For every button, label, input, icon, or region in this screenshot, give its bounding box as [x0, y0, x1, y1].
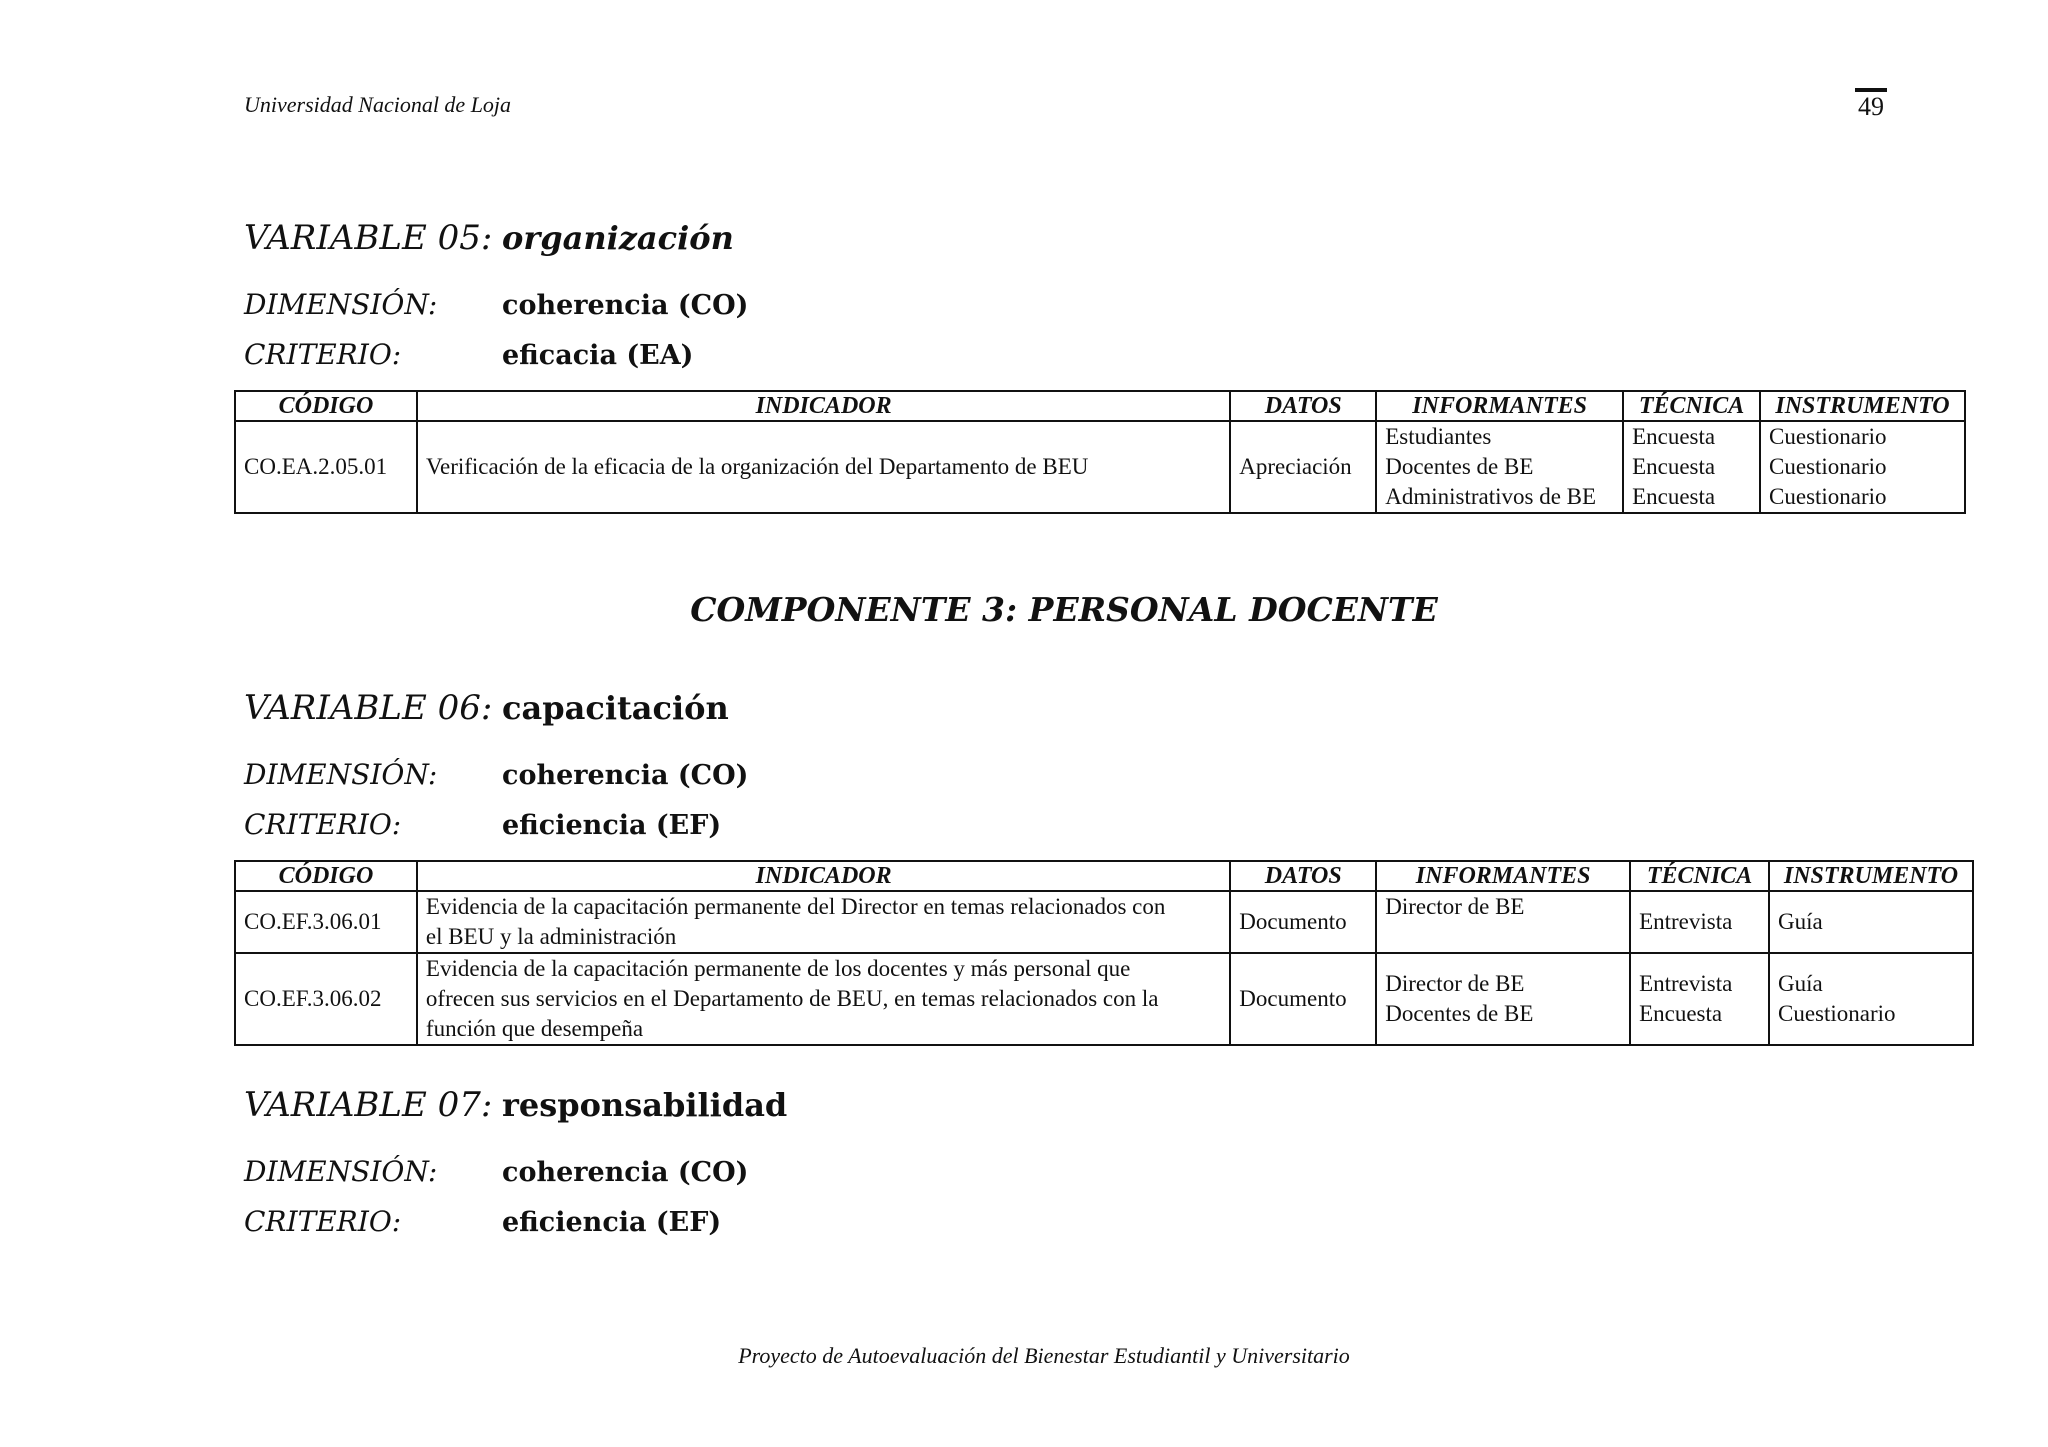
criterio-label: CRITERIO: [244, 1205, 402, 1238]
componente-title: COMPONENTE 3: PERSONAL DOCENTE [690, 590, 1438, 629]
col-header-codigo: CÓDIGO [235, 861, 417, 891]
informante: Director de BE [1385, 894, 1525, 919]
variable-07-heading [244, 1085, 787, 1125]
dimension-value: coherencia (CO) [502, 290, 749, 321]
dimension-value: coherencia (CO) [502, 1157, 749, 1188]
cell-instrumento: Guía [1769, 891, 1973, 953]
col-header-instrumento: INSTRUMENTO [1760, 391, 1965, 421]
tecnica: Entrevista [1639, 971, 1733, 996]
col-header-informantes: INFORMANTES [1376, 861, 1630, 891]
instrumento: Cuestionario [1769, 454, 1887, 479]
page-footer: Proyecto de Autoevaluación del Bienestar Estudiantil y Universitario [738, 1343, 1350, 1368]
indicador-line: el BEU y la administración [425, 924, 677, 949]
indicador-line: Evidencia de la capacitación permanente de los docentes y más personal que [425, 956, 1131, 981]
cell-codigo: CO.EF.3.06.01 [235, 891, 417, 953]
cell-indicador [417, 953, 1230, 1045]
cell-datos: Documento [1230, 953, 1376, 1045]
variable-06-label: VARIABLE 06: [244, 688, 493, 728]
cell-tecnica: Entrevista [1630, 891, 1769, 953]
table-row [235, 421, 1965, 513]
col-header-indicador: INDICADOR [417, 391, 1230, 421]
table-row [235, 953, 1973, 1045]
indicador-line: función que desempeña [425, 1016, 644, 1041]
informante: Docentes de BE [1385, 454, 1534, 479]
dimension-label: DIMENSIÓN: [244, 1155, 438, 1188]
instrumento: Guía [1778, 971, 1823, 996]
variable-06-name: capacitación [502, 689, 729, 727]
variable-07-name: responsabilidad [502, 1086, 788, 1124]
variable-05-dimension [244, 288, 748, 321]
variable-05-label: VARIABLE 05: [244, 218, 493, 258]
criterio-label: CRITERIO: [244, 808, 402, 841]
instrumento: Cuestionario [1778, 1001, 1896, 1026]
criterio-value: eficiencia (EF) [502, 1207, 722, 1238]
col-header-codigo: CÓDIGO [235, 391, 417, 421]
table-row [235, 891, 1973, 953]
criterio-value: eficiencia (EF) [502, 810, 722, 841]
criterio-value: eficacia (EA) [502, 340, 694, 371]
institution-name: Universidad Nacional de Loja [244, 92, 512, 117]
informante: Estudiantes [1385, 424, 1492, 449]
col-header-tecnica: TÉCNICA [1630, 861, 1769, 891]
tecnica: Encuesta [1632, 484, 1716, 509]
cell-tecnica [1630, 953, 1769, 1045]
table-header-row [235, 861, 1973, 891]
cell-indicador [417, 891, 1230, 953]
col-header-datos: DATOS [1230, 861, 1376, 891]
page-number: 49 [1855, 88, 1887, 120]
variable-05-table [234, 390, 1966, 514]
variable-07-dimension [244, 1155, 748, 1188]
cell-codigo: CO.EF.3.06.02 [235, 953, 417, 1045]
variable-06-dimension [244, 758, 748, 791]
cell-instrumento [1769, 953, 1973, 1045]
variable-07-label: VARIABLE 07: [244, 1085, 493, 1125]
informante: Director de BE [1385, 971, 1525, 996]
cell-indicador: Verificación de la eficacia de la organización del Departamento de BEU [417, 421, 1230, 513]
variable-06-criterio [244, 808, 721, 841]
col-header-indicador: INDICADOR [417, 861, 1230, 891]
informante: Administrativos de BE [1385, 484, 1597, 509]
cell-datos: Apreciación [1230, 421, 1376, 513]
instrumento: Cuestionario [1769, 484, 1887, 509]
dimension-label: DIMENSIÓN: [244, 288, 438, 321]
table-header-row [235, 391, 1965, 421]
instrumento: Cuestionario [1769, 424, 1887, 449]
cell-informantes [1376, 953, 1630, 1045]
indicador-line: Evidencia de la capacitación permanente del Director en temas relacionados con [425, 894, 1166, 919]
variable-05-name: organización [502, 219, 734, 257]
cell-informantes [1376, 421, 1623, 513]
criterio-label: CRITERIO: [244, 338, 402, 371]
cell-instrumento [1760, 421, 1965, 513]
col-header-informantes: INFORMANTES [1376, 391, 1623, 421]
variable-05-criterio [244, 338, 693, 371]
dimension-value: coherencia (CO) [502, 760, 749, 791]
variable-07-criterio [244, 1205, 721, 1238]
cell-informantes [1376, 891, 1630, 953]
variable-05-heading [244, 218, 734, 258]
tecnica: Encuesta [1632, 454, 1716, 479]
col-header-datos: DATOS [1230, 391, 1376, 421]
tecnica: Encuesta [1632, 424, 1716, 449]
indicador-line: ofrecen sus servicios en el Departamento de BEU, en temas relacionados con la [425, 986, 1159, 1011]
cell-tecnica [1623, 421, 1760, 513]
informante: Docentes de BE [1385, 1001, 1534, 1026]
cell-datos: Documento [1230, 891, 1376, 953]
col-header-tecnica: TÉCNICA [1623, 391, 1760, 421]
dimension-label: DIMENSIÓN: [244, 758, 438, 791]
tecnica: Encuesta [1639, 1001, 1723, 1026]
col-header-instrumento: INSTRUMENTO [1769, 861, 1973, 891]
variable-06-table [234, 860, 1974, 1046]
cell-codigo: CO.EA.2.05.01 [235, 421, 417, 513]
variable-06-heading [244, 688, 729, 728]
